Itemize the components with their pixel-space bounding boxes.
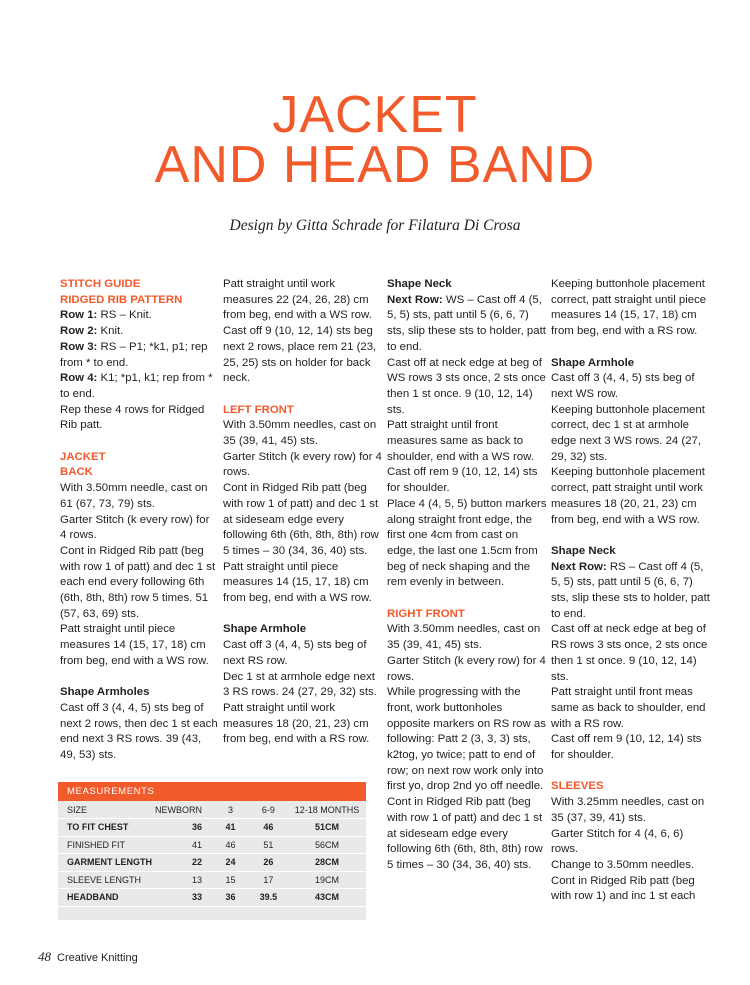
neck-paragraph: Patt straight until front meas same as back to shoulder, end with a RS row. (551, 686, 706, 730)
next-row-instruction: Next Row: RS – Cast off 4 (5, 5, 5) sts, patt until 5 (6, 6, 7) sts, slip these sts to holder, patt to end. (551, 560, 710, 620)
row-1-instruction: Row 1: RS – Knit. (60, 309, 152, 322)
sleeves-heading: SLEEVES (551, 780, 604, 793)
back-paragraph: Cont in Ridged Rib patt (beg with row 1 of patt) and dec 1 st each end every following 6th (6th, 8th, 8th) row 5 times. 51 (57, 63, 69) sts. (60, 544, 216, 620)
neck-paragraph: Cast off rem 9 (10, 12, 14) sts for shoulder. (387, 466, 538, 495)
sleeves-paragraph: With 3.25mm needles, cast on 35 (37, 39, 41) sts. (551, 796, 705, 824)
neck-paragraph: Place 4 (4, 5, 5) button markers along straight front edge, the first one 4cm from cast on edge, the last one 1.5cm from beg of neck shaping and the rem evenly in between. (387, 497, 547, 589)
back-heading: BACK (60, 466, 93, 479)
stitch-guide-heading: STITCH GUIDE (60, 278, 141, 290)
armhole-paragraph: Cast off 3 (4, 4, 5) sts beg of next RS row. (223, 639, 367, 667)
publication-name: Creative Knitting (57, 952, 138, 964)
title-line-2: AND HEAD BAND (154, 136, 596, 194)
title-line-1: JACKET (272, 86, 478, 144)
measurements-table (58, 782, 366, 920)
neck-paragraph: Cast off at neck edge at beg of RS rows 3 sts once, 2 sts once then 1 st once. 9 (10, 12, 14) sts. (551, 623, 708, 683)
designer-byline: Design by Gitta Schrade for Filatura Di Crosa (229, 217, 521, 234)
back-paragraph: With 3.50mm needle, cast on 61 (67, 73, 79) sts. (60, 482, 208, 510)
column-2 (223, 277, 383, 748)
right-front-paragraph: Garter Stitch (k every row) for 4 rows. (387, 654, 546, 683)
armhole-paragraph: Cast off 3 (4, 4, 5) sts beg of next WS row. (551, 372, 695, 400)
right-front-paragraph: Cont in Ridged Rib patt (beg with row 1 of patt) and dec 1 st at sideseam edge every following 6th (6th, 8th, 8th) row 5 times – 30 (34, 36, 40) sts. (387, 796, 543, 871)
right-front-heading: RIGHT FRONT (387, 607, 465, 620)
column-1 (60, 277, 218, 764)
shape-armhole-heading: Shape Armhole (223, 623, 307, 636)
next-row-instruction: Next Row: WS – Cast off 4 (5, 5, 5) sts, patt until 5 (6, 6, 7) sts, slip these sts to holder, patt to end. (387, 293, 546, 353)
neck-paragraph: Cast off at neck edge at beg of WS rows 3 sts once, 2 sts once then 1 st once. 9 (10, 12, 14) sts. (387, 356, 546, 416)
column-4 (551, 277, 711, 905)
ridged-rib-heading: RIDGED RIB PATTERN (60, 293, 183, 306)
page-title (0, 86, 750, 194)
right-front-paragraph: Keeping buttonhole placement correct, patt straight until piece measures 14 (15, 17, 18) cm from beg, end with a RS row. (551, 278, 707, 338)
table-row: TO FIT CHEST 36 41 46 51CM (58, 819, 366, 837)
left-front-paragraph: Cont in Ridged Rib patt (beg with row 1 of patt) and dec 1 st at sideseam edge every following 6th (6th, 8th, 8th) row 5 times – 30 (34, 36, 40) sts. (223, 482, 379, 557)
page-footer (38, 949, 138, 965)
table-row: SIZE NEWBORN 3 6-9 12-18 MONTHS (58, 801, 366, 819)
page-number: 48 (38, 949, 51, 964)
sleeves-paragraph: Cont in Ridged Rib patt (beg with row 1) and inc 1 st each (551, 874, 696, 903)
shape-neck-heading: Shape Neck (551, 544, 616, 557)
table-row: SLEEVE LENGTH 13 15 17 19CM (58, 871, 366, 889)
right-front-paragraph: With 3.50mm needles, cast on 35 (39, 41, 45) sts. (387, 623, 541, 652)
table-row: FINISHED FIT 41 46 51 56CM (58, 836, 366, 854)
left-front-paragraph: Garter Stitch (k every row) for 4 rows. (223, 450, 382, 479)
shape-neck-heading: Shape Neck (387, 278, 452, 290)
back-paragraph: Patt straight until work measures 22 (24, 26, 28) cm from beg, end with a WS row. (223, 278, 372, 322)
back-paragraph: Cast off 9 (10, 12, 14) sts beg next 2 rows, place rem 21 (23, 25, 25) sts on holder for back neck. (223, 325, 377, 385)
back-paragraph: Patt straight until piece measures 14 (15, 17, 18) cm from beg, end with a WS row. (60, 623, 209, 667)
row-3-instruction: Row 3: RS – P1; *k1, p1; rep from * to end. (60, 340, 208, 369)
table-row: HEADBAND 33 36 39.5 43CM (58, 889, 366, 907)
jacket-heading: JACKET (60, 450, 106, 463)
armhole-paragraph: Patt straight until work measures 18 (20, 21, 23) cm from beg, end with a RS row. (223, 701, 370, 746)
right-front-paragraph: While progressing with the front, work buttonholes opposite markers on RS row as following: Patt 2 (3, 3, 3) sts, k2tog, yo twice; patt to end of row; on next row work only into first yo, drop 2nd yo off needle. (387, 686, 546, 793)
neck-paragraph: Cast off rem 9 (10, 12, 14) sts for shoulder. (551, 733, 702, 762)
armhole-paragraph: Dec 1 st at armhole edge next 3 RS rows. 24 (27, 29, 32) sts. (223, 670, 377, 699)
measurements-heading: MEASUREMENTS (58, 782, 366, 801)
measurements-grid (58, 801, 366, 907)
neck-paragraph: Patt straight until front measures same as back to shoulder, end with a WS row. (387, 419, 534, 463)
row-2-instruction: Row 2: Knit. (60, 325, 124, 338)
left-front-paragraph: Patt straight until piece measures 14 (15, 17, 18) cm from beg, end with a WS row. (223, 560, 372, 605)
repeat-instruction: Rep these 4 rows for Ridged Rib patt. (60, 403, 205, 432)
left-front-paragraph: With 3.50mm needles, cast on 35 (39, 41, 45) sts. (223, 419, 377, 448)
row-4-instruction: Row 4: K1; *p1, k1; rep from * to end. (60, 372, 213, 400)
armhole-paragraph: Keeping buttonhole placement correct, patt straight until work measures 18 (20, 21, 23) cm from beg, end with a WS row. (551, 466, 705, 526)
back-paragraph: Garter Stitch (k every row) for 4 rows. (60, 513, 210, 542)
armholes-paragraph: Cast off 3 (4, 4, 5) sts beg of next 2 rows, then dec 1 st each end next 3 RS rows. 39 (43, 49, 53) sts. (60, 701, 218, 762)
shape-armhole-heading: Shape Armhole (551, 356, 635, 369)
table-row: GARMENT LENGTH 22 24 26 28CM (58, 854, 366, 872)
left-front-heading: LEFT FRONT (223, 403, 294, 416)
column-3 (387, 277, 547, 874)
sleeves-paragraph: Change to 3.50mm needles. (551, 858, 695, 871)
sleeves-paragraph: Garter Stitch for 4 (4, 6, 6) rows. (551, 827, 684, 856)
armhole-paragraph: Keeping buttonhole placement correct, dec 1 st at armhole edge next 3 WS rows. 24 (27, 29, 32) sts. (551, 403, 705, 463)
shape-armholes-heading: Shape Armholes (60, 686, 150, 699)
